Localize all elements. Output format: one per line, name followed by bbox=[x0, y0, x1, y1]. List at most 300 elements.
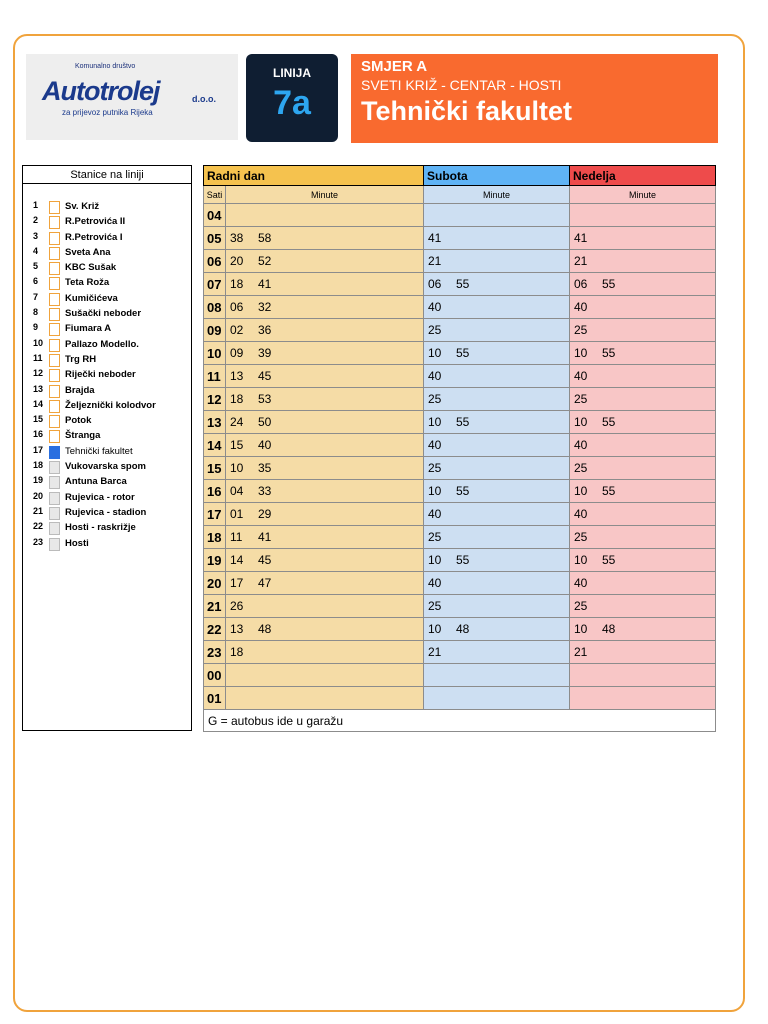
hour-cell: 12 bbox=[204, 388, 226, 411]
station-marker bbox=[49, 522, 60, 535]
timetable-row bbox=[204, 526, 716, 549]
station-name: Trg RH bbox=[65, 353, 97, 365]
departure-minute: 55 bbox=[602, 277, 616, 291]
station-marker bbox=[49, 293, 60, 306]
station-number: 9 bbox=[33, 322, 39, 333]
station-marker bbox=[49, 461, 60, 474]
station-item bbox=[23, 246, 191, 261]
timetable-row bbox=[204, 411, 716, 434]
departure-minute: 10 bbox=[574, 484, 588, 498]
station-marker bbox=[49, 400, 60, 413]
departure-minute: 25 bbox=[574, 599, 588, 613]
hour-cell: 21 bbox=[204, 595, 226, 618]
weekday-minutes-cell bbox=[226, 595, 424, 618]
saturday-minutes-cell bbox=[424, 664, 570, 687]
timetable-row bbox=[204, 572, 716, 595]
timetable-row bbox=[204, 434, 716, 457]
logo-subtitle: za prijevoz putnika Rijeka bbox=[62, 108, 153, 117]
departure-minute: 40 bbox=[574, 438, 588, 452]
departure-minute: 58 bbox=[258, 231, 272, 245]
weekday-minutes-cell bbox=[226, 687, 424, 710]
station-marker bbox=[49, 308, 60, 321]
sunday-minutes-cell bbox=[570, 388, 716, 411]
station-marker bbox=[49, 369, 60, 382]
sunday-minutes-cell bbox=[570, 526, 716, 549]
station-item bbox=[23, 353, 191, 368]
station-number: 19 bbox=[33, 475, 44, 486]
departure-minute: 10 bbox=[574, 415, 588, 429]
company-logo bbox=[26, 54, 238, 140]
departure-minute: 39 bbox=[258, 346, 272, 360]
logo-wordmark: Autotrolej bbox=[42, 76, 160, 106]
timetable-legend: G = autobus ide u garažu bbox=[204, 710, 716, 732]
departure-minute: 13 bbox=[230, 369, 244, 383]
departure-minute: 55 bbox=[456, 553, 470, 567]
weekday-minutes-cell bbox=[226, 526, 424, 549]
sunday-minutes-cell bbox=[570, 595, 716, 618]
hour-cell: 17 bbox=[204, 503, 226, 526]
hour-cell: 04 bbox=[204, 204, 226, 227]
departure-minute: 09 bbox=[230, 346, 244, 360]
departure-minute: 04 bbox=[230, 484, 244, 498]
hour-cell: 13 bbox=[204, 411, 226, 434]
departure-minute: 10 bbox=[574, 346, 588, 360]
departure-minute: 55 bbox=[456, 277, 470, 291]
departure-minute: 40 bbox=[428, 369, 442, 383]
station-number: 22 bbox=[33, 521, 44, 532]
station-number: 6 bbox=[33, 276, 39, 287]
station-number: 7 bbox=[33, 291, 39, 302]
station-number: 4 bbox=[33, 245, 39, 256]
hour-cell: 09 bbox=[204, 319, 226, 342]
timetable-row bbox=[204, 595, 716, 618]
departure-minute: 40 bbox=[428, 300, 442, 314]
departure-minute: 17 bbox=[230, 576, 244, 590]
station-name: Sveta Ana bbox=[65, 246, 111, 258]
station-item bbox=[23, 261, 191, 276]
station-number: 15 bbox=[33, 414, 44, 425]
departure-minute: 06 bbox=[574, 277, 588, 291]
station-item bbox=[23, 491, 191, 506]
hour-cell: 06 bbox=[204, 250, 226, 273]
departure-minute: 06 bbox=[428, 277, 442, 291]
timetable-row bbox=[204, 365, 716, 388]
sunday-minutes-subheader: Minute bbox=[570, 186, 716, 204]
departure-minute: 21 bbox=[574, 645, 588, 659]
station-number: 3 bbox=[33, 230, 39, 241]
saturday-minutes-cell bbox=[424, 342, 570, 365]
logo-small-text: Komunalno društvo bbox=[75, 63, 136, 70]
station-marker bbox=[49, 415, 60, 428]
station-marker bbox=[49, 385, 60, 398]
timetable-row bbox=[204, 641, 716, 664]
hour-cell: 00 bbox=[204, 664, 226, 687]
station-item bbox=[23, 537, 191, 552]
weekday-minutes-subheader: Minute bbox=[226, 186, 424, 204]
saturday-minutes-cell bbox=[424, 480, 570, 503]
weekday-minutes-cell bbox=[226, 388, 424, 411]
station-marker bbox=[49, 354, 60, 367]
hour-cell: 08 bbox=[204, 296, 226, 319]
station-marker bbox=[49, 201, 60, 214]
station-item bbox=[23, 460, 191, 475]
sunday-minutes-cell bbox=[570, 273, 716, 296]
departure-minute: 21 bbox=[574, 254, 588, 268]
weekday-minutes-cell bbox=[226, 549, 424, 572]
departure-minute: 15 bbox=[230, 438, 244, 452]
station-item bbox=[23, 384, 191, 399]
station-number: 5 bbox=[33, 261, 39, 272]
station-name: Potok bbox=[65, 415, 92, 427]
departure-minute: 13 bbox=[230, 622, 244, 636]
station-item bbox=[23, 475, 191, 490]
saturday-minutes-cell bbox=[424, 227, 570, 250]
departure-minute: 50 bbox=[258, 415, 272, 429]
departure-minute: 55 bbox=[602, 484, 616, 498]
sunday-minutes-cell bbox=[570, 227, 716, 250]
station-marker bbox=[49, 538, 60, 551]
departure-minute: 21 bbox=[428, 254, 442, 268]
timetable-row bbox=[204, 687, 716, 710]
hour-cell: 23 bbox=[204, 641, 226, 664]
saturday-minutes-cell bbox=[424, 319, 570, 342]
saturday-minutes-cell bbox=[424, 572, 570, 595]
saturday-minutes-cell bbox=[424, 595, 570, 618]
sunday-minutes-cell bbox=[570, 687, 716, 710]
sunday-minutes-cell bbox=[570, 664, 716, 687]
hour-cell: 07 bbox=[204, 273, 226, 296]
station-marker bbox=[49, 323, 60, 336]
weekday-minutes-cell bbox=[226, 411, 424, 434]
station-name: Kumičićeva bbox=[65, 292, 118, 304]
departure-minute: 40 bbox=[574, 576, 588, 590]
hour-cell: 10 bbox=[204, 342, 226, 365]
timetable-row bbox=[204, 549, 716, 572]
sunday-minutes-cell bbox=[570, 204, 716, 227]
timetable-row bbox=[204, 204, 716, 227]
timetable-row bbox=[204, 503, 716, 526]
line-badge bbox=[246, 54, 338, 142]
saturday-header: Subota bbox=[424, 166, 570, 186]
station-name: Hosti bbox=[65, 537, 89, 549]
departure-minute: 40 bbox=[574, 300, 588, 314]
saturday-minutes-cell bbox=[424, 411, 570, 434]
departure-minute: 55 bbox=[602, 415, 616, 429]
saturday-minutes-cell bbox=[424, 250, 570, 273]
timetable-row bbox=[204, 618, 716, 641]
station-list-title: Stanice na liniji bbox=[23, 166, 191, 184]
departure-minute: 38 bbox=[230, 231, 244, 245]
departure-minute: 55 bbox=[602, 553, 616, 567]
station-marker bbox=[49, 492, 60, 505]
saturday-minutes-cell bbox=[424, 526, 570, 549]
weekday-minutes-cell bbox=[226, 273, 424, 296]
station-name: Antuna Barca bbox=[65, 476, 127, 488]
station-item bbox=[23, 276, 191, 291]
saturday-minutes-cell bbox=[424, 549, 570, 572]
station-number: 1 bbox=[33, 200, 39, 210]
saturday-minutes-cell bbox=[424, 365, 570, 388]
departure-minute: 02 bbox=[230, 323, 244, 337]
weekday-minutes-cell bbox=[226, 365, 424, 388]
hour-cell: 15 bbox=[204, 457, 226, 480]
departure-minute: 25 bbox=[428, 530, 442, 544]
weekday-minutes-cell bbox=[226, 480, 424, 503]
departure-minute: 35 bbox=[258, 461, 272, 475]
station-marker bbox=[49, 247, 60, 260]
departure-minute: 18 bbox=[230, 277, 244, 291]
station-item bbox=[23, 521, 191, 536]
station-marker bbox=[49, 476, 60, 489]
departure-minute: 20 bbox=[230, 254, 244, 268]
saturday-minutes-cell bbox=[424, 641, 570, 664]
direction-header bbox=[351, 54, 718, 143]
departure-minute: 36 bbox=[258, 323, 272, 337]
hour-cell: 20 bbox=[204, 572, 226, 595]
departure-minute: 26 bbox=[230, 599, 244, 613]
timetable-row bbox=[204, 273, 716, 296]
departure-minute: 25 bbox=[428, 599, 442, 613]
departure-minute: 45 bbox=[258, 369, 272, 383]
hour-cell: 05 bbox=[204, 227, 226, 250]
station-marker bbox=[49, 232, 60, 245]
station-marker bbox=[49, 446, 60, 459]
station-number: 11 bbox=[33, 352, 43, 363]
departure-minute: 48 bbox=[602, 622, 616, 636]
sunday-header: Nedelja bbox=[570, 166, 716, 186]
timetable-row bbox=[204, 388, 716, 411]
departure-minute: 40 bbox=[574, 507, 588, 521]
departure-minute: 48 bbox=[456, 622, 470, 636]
sunday-minutes-cell bbox=[570, 250, 716, 273]
weekday-minutes-cell bbox=[226, 296, 424, 319]
saturday-minutes-cell bbox=[424, 687, 570, 710]
station-name: R.Petrovića I bbox=[65, 231, 123, 243]
departure-minute: 52 bbox=[258, 254, 272, 268]
direction-route: SVETI KRIŽ - CENTAR - HOSTI bbox=[361, 77, 562, 93]
hour-cell: 18 bbox=[204, 526, 226, 549]
line-label: LINIJA bbox=[272, 66, 311, 80]
departure-minute: 41 bbox=[258, 277, 272, 291]
station-name: Pallazo Modello. bbox=[65, 338, 139, 350]
station-name: Vukovarska spom bbox=[65, 461, 146, 473]
departure-minute: 24 bbox=[230, 415, 244, 429]
saturday-minutes-cell bbox=[424, 296, 570, 319]
departure-minute: 41 bbox=[258, 530, 272, 544]
station-number: 20 bbox=[33, 490, 44, 501]
station-item bbox=[23, 506, 191, 521]
departure-minute: 53 bbox=[258, 392, 272, 406]
sunday-minutes-cell bbox=[570, 480, 716, 503]
timetable-row bbox=[204, 664, 716, 687]
station-list bbox=[23, 184, 191, 552]
saturday-minutes-cell bbox=[424, 273, 570, 296]
station-item bbox=[23, 399, 191, 414]
station-item bbox=[23, 292, 191, 307]
departure-minute: 11 bbox=[230, 530, 243, 544]
timetable-row bbox=[204, 227, 716, 250]
departure-minute: 10 bbox=[428, 622, 442, 636]
departure-minute: 25 bbox=[574, 461, 588, 475]
station-item bbox=[23, 231, 191, 246]
departure-minute: 41 bbox=[428, 231, 442, 245]
saturday-minutes-cell bbox=[424, 388, 570, 411]
weekday-minutes-cell bbox=[226, 204, 424, 227]
station-item bbox=[23, 429, 191, 444]
station-number: 10 bbox=[33, 337, 44, 348]
hours-subheader: Sati bbox=[204, 186, 226, 204]
station-name: Hosti - raskrižje bbox=[65, 522, 136, 534]
departure-minute: 21 bbox=[428, 645, 442, 659]
station-name: Rujevica - stadion bbox=[65, 506, 147, 518]
departure-minute: 25 bbox=[428, 392, 442, 406]
departure-minute: 40 bbox=[428, 576, 442, 590]
departure-minute: 14 bbox=[230, 553, 244, 567]
timetable-row bbox=[204, 250, 716, 273]
departure-minute: 29 bbox=[258, 507, 272, 521]
station-marker bbox=[49, 262, 60, 275]
hour-cell: 14 bbox=[204, 434, 226, 457]
departure-minute: 55 bbox=[456, 484, 470, 498]
saturday-minutes-cell bbox=[424, 434, 570, 457]
station-number: 21 bbox=[33, 505, 44, 516]
station-marker bbox=[49, 507, 60, 520]
sunday-minutes-cell bbox=[570, 296, 716, 319]
sunday-minutes-cell bbox=[570, 572, 716, 595]
station-item bbox=[23, 215, 191, 230]
departure-minute: 01 bbox=[230, 507, 244, 521]
stop-name: Tehnički fakultet bbox=[361, 96, 573, 126]
station-number: 16 bbox=[33, 429, 44, 440]
station-item bbox=[23, 368, 191, 383]
station-number: 12 bbox=[33, 368, 44, 379]
departure-minute: 55 bbox=[456, 415, 470, 429]
departure-minute: 06 bbox=[230, 300, 244, 314]
sunday-minutes-cell bbox=[570, 342, 716, 365]
line-number: 7a bbox=[273, 84, 311, 122]
weekday-minutes-cell bbox=[226, 572, 424, 595]
station-number: 8 bbox=[33, 307, 39, 318]
station-name: Fiumara A bbox=[65, 323, 112, 335]
weekday-minutes-cell bbox=[226, 457, 424, 480]
departure-minute: 45 bbox=[258, 553, 272, 567]
hour-cell: 11 bbox=[204, 365, 226, 388]
departure-minute: 10 bbox=[428, 484, 442, 498]
weekday-minutes-cell bbox=[226, 342, 424, 365]
departure-minute: 25 bbox=[428, 461, 442, 475]
departure-minute: 40 bbox=[428, 507, 442, 521]
station-number: 17 bbox=[33, 444, 44, 455]
station-item bbox=[23, 445, 191, 460]
timetable-row bbox=[204, 319, 716, 342]
sunday-minutes-cell bbox=[570, 641, 716, 664]
logo-doo: d.o.o. bbox=[192, 94, 216, 104]
station-number: 14 bbox=[33, 398, 44, 409]
sunday-minutes-cell bbox=[570, 457, 716, 480]
weekday-minutes-cell bbox=[226, 250, 424, 273]
weekday-minutes-cell bbox=[226, 503, 424, 526]
weekday-minutes-cell bbox=[226, 618, 424, 641]
hour-cell: 22 bbox=[204, 618, 226, 641]
timetable-row bbox=[204, 480, 716, 503]
direction-title: SMJER A bbox=[361, 58, 428, 75]
station-marker bbox=[49, 430, 60, 443]
departure-minute: 47 bbox=[258, 576, 272, 590]
station-name: Sušački neboder bbox=[65, 308, 142, 320]
station-marker bbox=[49, 216, 60, 229]
weekday-minutes-cell bbox=[226, 434, 424, 457]
saturday-minutes-cell bbox=[424, 618, 570, 641]
saturday-minutes-cell bbox=[424, 204, 570, 227]
weekday-minutes-cell bbox=[226, 641, 424, 664]
saturday-minutes-cell bbox=[424, 457, 570, 480]
hour-cell: 19 bbox=[204, 549, 226, 572]
station-number: 18 bbox=[33, 460, 44, 471]
station-name: Štranga bbox=[65, 430, 101, 442]
departure-minute: 18 bbox=[230, 392, 244, 406]
station-name: R.Petrovića II bbox=[65, 216, 126, 228]
timetable-row bbox=[204, 457, 716, 480]
sunday-minutes-cell bbox=[570, 618, 716, 641]
timetable-row bbox=[204, 296, 716, 319]
sunday-minutes-cell bbox=[570, 434, 716, 457]
station-item bbox=[23, 307, 191, 322]
station-number: 2 bbox=[33, 215, 39, 226]
station-name: KBC Sušak bbox=[65, 262, 117, 274]
weekday-minutes-cell bbox=[226, 319, 424, 342]
departure-minute: 10 bbox=[428, 553, 442, 567]
sunday-minutes-cell bbox=[570, 549, 716, 572]
departure-minute: 40 bbox=[428, 438, 442, 452]
weekday-minutes-cell bbox=[226, 227, 424, 250]
station-item bbox=[23, 414, 191, 429]
departure-minute: 25 bbox=[574, 530, 588, 544]
sunday-minutes-cell bbox=[570, 365, 716, 388]
departure-minute: 25 bbox=[428, 323, 442, 337]
departure-minute: 55 bbox=[456, 346, 470, 360]
station-name: Željeznički kolodvor bbox=[65, 399, 156, 411]
departure-minute: 18 bbox=[230, 645, 244, 659]
departure-minute: 25 bbox=[574, 392, 588, 406]
station-number: 13 bbox=[33, 383, 44, 394]
departure-minute: 10 bbox=[230, 461, 244, 475]
station-item bbox=[23, 322, 191, 337]
weekday-minutes-cell bbox=[226, 664, 424, 687]
station-name: Brajda bbox=[65, 384, 95, 396]
station-number: 23 bbox=[33, 536, 44, 547]
timetable-row bbox=[204, 342, 716, 365]
departure-minute: 48 bbox=[258, 622, 272, 636]
departure-minute: 32 bbox=[258, 300, 272, 314]
station-list-panel bbox=[22, 165, 192, 731]
station-name: Tehnički fakultet bbox=[65, 445, 133, 457]
hour-cell: 01 bbox=[204, 687, 226, 710]
station-name: Riječki neboder bbox=[65, 369, 136, 381]
departure-minute: 55 bbox=[602, 346, 616, 360]
timetable bbox=[203, 165, 716, 732]
departure-minute: 41 bbox=[574, 231, 588, 245]
departure-minute: 10 bbox=[574, 553, 588, 567]
departure-minute: 40 bbox=[258, 438, 272, 452]
saturday-minutes-cell bbox=[424, 503, 570, 526]
weekday-header: Radni dan bbox=[204, 166, 424, 186]
departure-minute: 10 bbox=[574, 622, 588, 636]
station-name: Teta Roža bbox=[65, 277, 110, 289]
hour-cell: 16 bbox=[204, 480, 226, 503]
departure-minute: 33 bbox=[258, 484, 272, 498]
station-marker bbox=[49, 277, 60, 290]
departure-minute: 25 bbox=[574, 323, 588, 337]
